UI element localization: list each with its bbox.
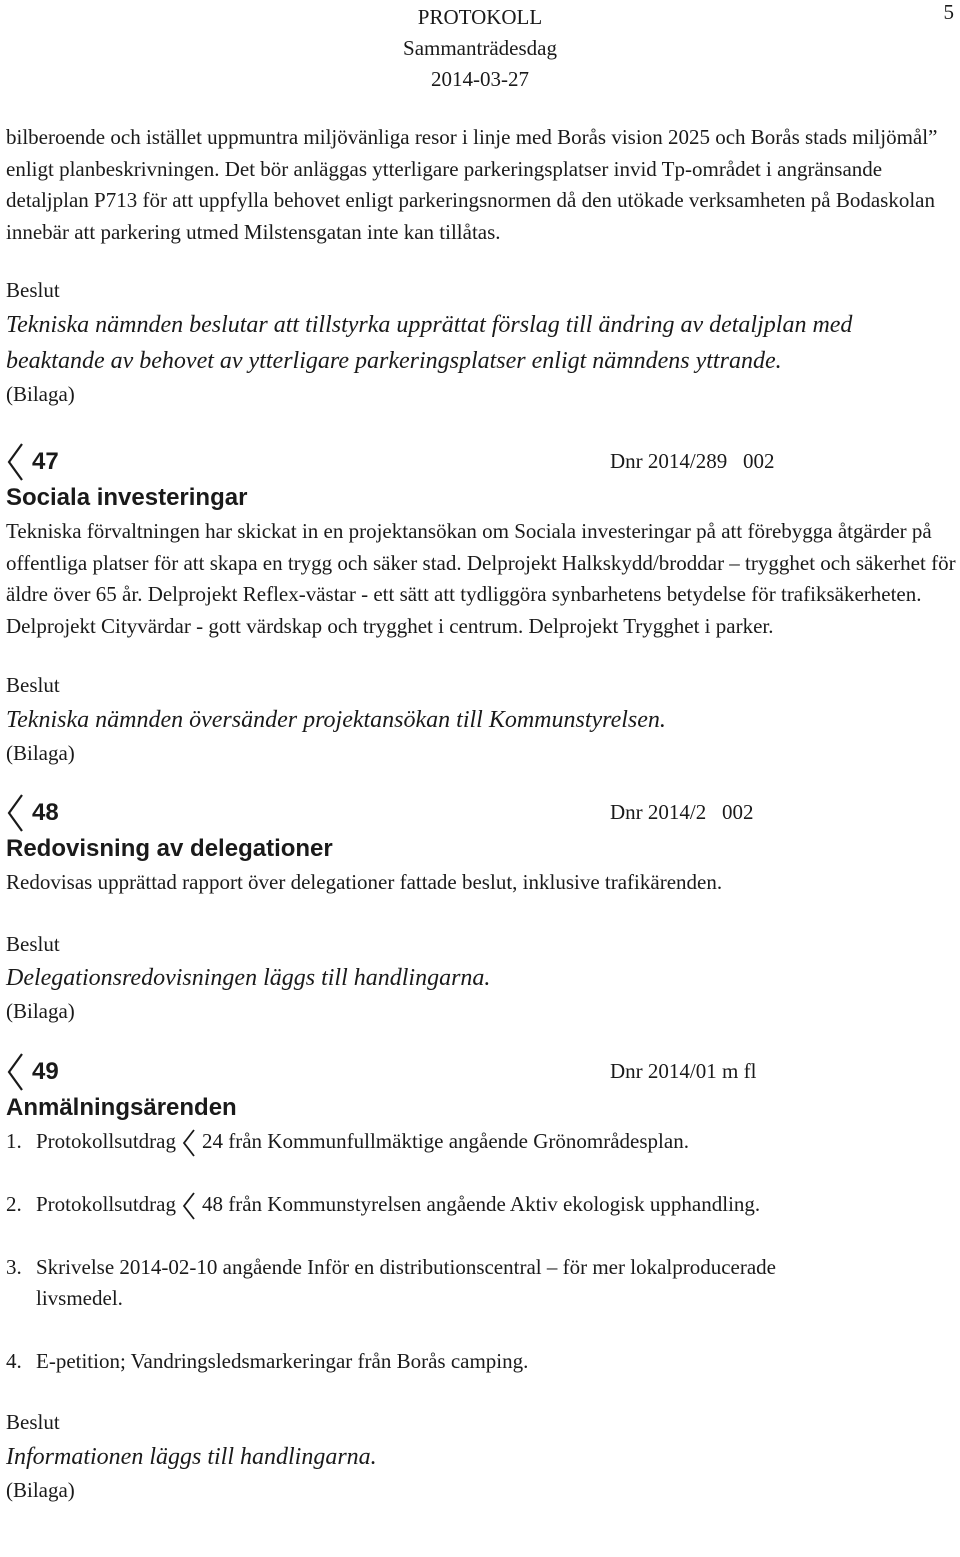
section-number: 47 (32, 448, 59, 476)
bilaga-ref: (Bilaga) (6, 381, 75, 406)
notification-list (6, 1126, 956, 1378)
decision-text: Delegationsredovisningen läggs till handlingarna. (6, 965, 491, 991)
section-header-48 (6, 795, 956, 831)
dnr-reference: Dnr 2014/289 002 (610, 449, 775, 474)
list-item: 2. Protokollsutdrag 48 från Kommunstyrelsen angående Aktiv ekologisk upphandling. (6, 1189, 956, 1221)
section-body: Tekniska förvaltningen har skickat in en projektansökan om Sociala investeringar på att förebygga åtgärder på offentliga platser för att skapa en trygg och säker stad. Delprojekt Halkskydd/broddar – trygghet och säkerhet för äldre över 65 år. Delprojekt Reflex-västar - ett sätt att tydliggöra synbarhetens betydelse för trafiksäkerheten. Delprojekt Cityvärdar - gott värdskap och trygghet i centrum. Delprojekt Trygghet i parker. (6, 519, 956, 638)
bilaga-ref: (Bilaga) (6, 1477, 75, 1502)
paragraph-sign-icon (6, 1052, 26, 1092)
document-title: PROTOKOLL (417, 5, 543, 29)
section-number: 48 (32, 799, 59, 827)
dnr-reference: Dnr 2014/01 m fl (610, 1058, 757, 1083)
bilaga-ref: (Bilaga) (6, 740, 75, 765)
meeting-label: Sammanträdesdag (403, 36, 557, 60)
list-item: 3. Skrivelse 2014-02-10 angående Inför en distributionscentral – för mer lokalproducerade livsmedel. (6, 1254, 777, 1311)
bilaga-ref: (Bilaga) (6, 999, 75, 1023)
document-body (6, 122, 956, 1506)
beslut-heading: Beslut (6, 931, 60, 956)
decision-text: Informationen läggs till handlingarna. (6, 1443, 377, 1470)
page-header (0, 2, 960, 95)
page-number: 5 (943, 0, 954, 24)
section-title: Sociala investeringar (6, 484, 248, 511)
paragraph-sign-icon (182, 1191, 196, 1221)
beslut-heading: Beslut (6, 673, 60, 697)
section-header-47 (6, 444, 956, 480)
section-number: 49 (32, 1057, 59, 1085)
paragraph-sign-icon (6, 793, 26, 833)
dnr-reference: Dnr 2014/2 002 (610, 800, 754, 825)
beslut-heading: Beslut (6, 1410, 60, 1435)
beslut-heading: Beslut (6, 278, 60, 302)
decision-text: Tekniska nämnden översänder projektansökan till Kommunstyrelsen. (6, 706, 666, 733)
meeting-date: 2014-03-27 (431, 67, 529, 91)
paragraph-sign-icon (6, 442, 26, 482)
intro-paragraph: bilberoende och istället uppmuntra miljövänliga resor i linje med Borås vision 2025 och Borås stads miljömål” enligt planbeskrivningen. Det bör anläggas ytterligare parkeringsplatser invid Tp-området i angränsande detaljplan P713 för att uppfylla behovet enligt parkeringsnormen då den utökade verksamheten på Bodaskolan innebär att parkering utmed Milstensgatan inte kan tillåtas. (6, 125, 938, 244)
section-title: Redovisning av delegationer (6, 835, 333, 862)
list-item: 1. Protokollsutdrag 24 från Kommunfullmäktige angående Grönområdesplan. (6, 1126, 956, 1158)
section-title: Anmälningsärenden (6, 1093, 237, 1121)
list-item: 4. E-petition; Vandringsledsmarkeringar från Borås camping. (6, 1348, 529, 1373)
section-header-49 (6, 1054, 956, 1090)
section-body: Redovisas upprättad rapport över delegationer fattade beslut, inklusive trafikärenden. (6, 870, 723, 894)
decision-text: Tekniska nämnden beslutar att tillstyrka upprättat förslag till ändring av detaljplan med beaktande av behovet av ytterligare parkeringsplatser enligt nämndens yttrande. (6, 311, 853, 374)
paragraph-sign-icon (182, 1128, 196, 1158)
